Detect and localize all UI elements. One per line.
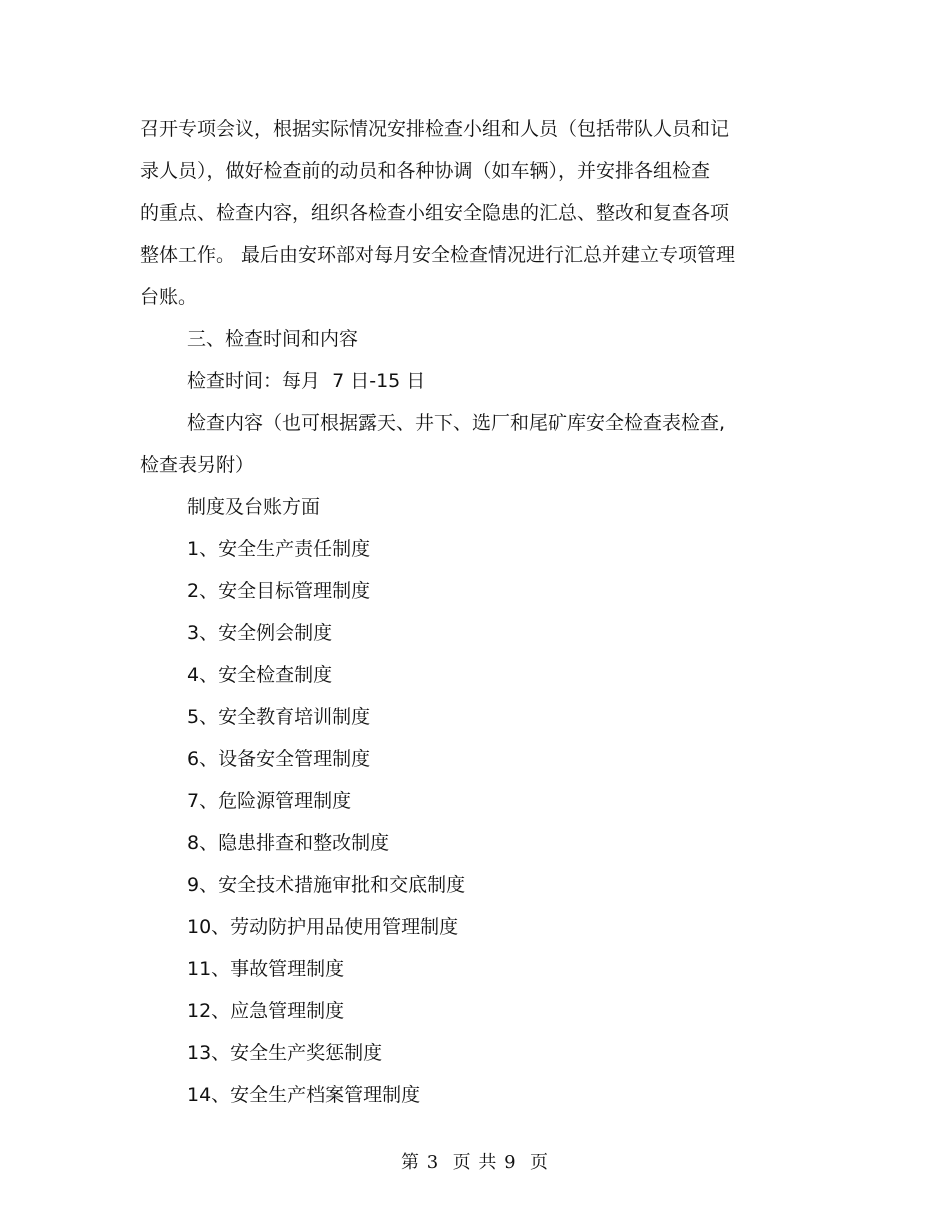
list-item: 13、安全生产奖惩制度 bbox=[187, 1042, 383, 1064]
intro-line: 召开专项会议，根据实际情况安排检查小组和人员（包括带队人员和记 bbox=[140, 118, 730, 140]
list-item: 9、安全技术措施审批和交底制度 bbox=[187, 874, 466, 896]
list-item: 7、危险源管理制度 bbox=[187, 790, 352, 812]
page-footer bbox=[0, 1150, 950, 1176]
intro-line: 整体工作。 最后由安环部对每月安全检查情况进行汇总并建立专项管理 bbox=[140, 244, 736, 266]
inspection-content-line: 检查表另附） bbox=[140, 454, 255, 476]
list-item: 12、应急管理制度 bbox=[187, 1000, 345, 1022]
list-item: 10、劳动防护用品使用管理制度 bbox=[187, 916, 459, 938]
intro-line: 台账。 bbox=[140, 286, 198, 308]
document-body bbox=[140, 108, 780, 1116]
list-item: 11、事故管理制度 bbox=[187, 958, 345, 980]
system-list bbox=[140, 528, 780, 1116]
subsection-heading: 制度及台账方面 bbox=[187, 496, 321, 518]
section-heading: 三、检查时间和内容 bbox=[187, 328, 359, 350]
intro-line: 的重点、检查内容，组织各检查小组安全隐患的汇总、整改和复查各项 bbox=[140, 202, 730, 224]
list-item: 14、安全生产档案管理制度 bbox=[187, 1084, 421, 1106]
inspection-content-line: 检查内容（也可根据露天、井下、选厂和尾矿库安全检查表检查, bbox=[187, 412, 726, 434]
page-indicator: 第 3 页 共 9 页 bbox=[401, 1152, 549, 1173]
list-item: 2、安全目标管理制度 bbox=[187, 580, 371, 602]
list-item: 5、安全教育培训制度 bbox=[187, 706, 371, 728]
list-item: 1、安全生产责任制度 bbox=[187, 538, 371, 560]
list-item: 8、隐患排查和整改制度 bbox=[187, 832, 390, 854]
inspection-time: 检查时间：每月 7 日-15 日 bbox=[187, 370, 426, 392]
list-item: 4、安全检查制度 bbox=[187, 664, 333, 686]
intro-line: 录人员），做好检查前的动员和各种协调（如车辆），并安排各组检查 bbox=[140, 160, 711, 182]
inspection-content-paragraph bbox=[140, 402, 780, 486]
list-item: 6、设备安全管理制度 bbox=[187, 748, 371, 770]
intro-paragraph bbox=[140, 108, 780, 318]
list-item: 3、安全例会制度 bbox=[187, 622, 333, 644]
